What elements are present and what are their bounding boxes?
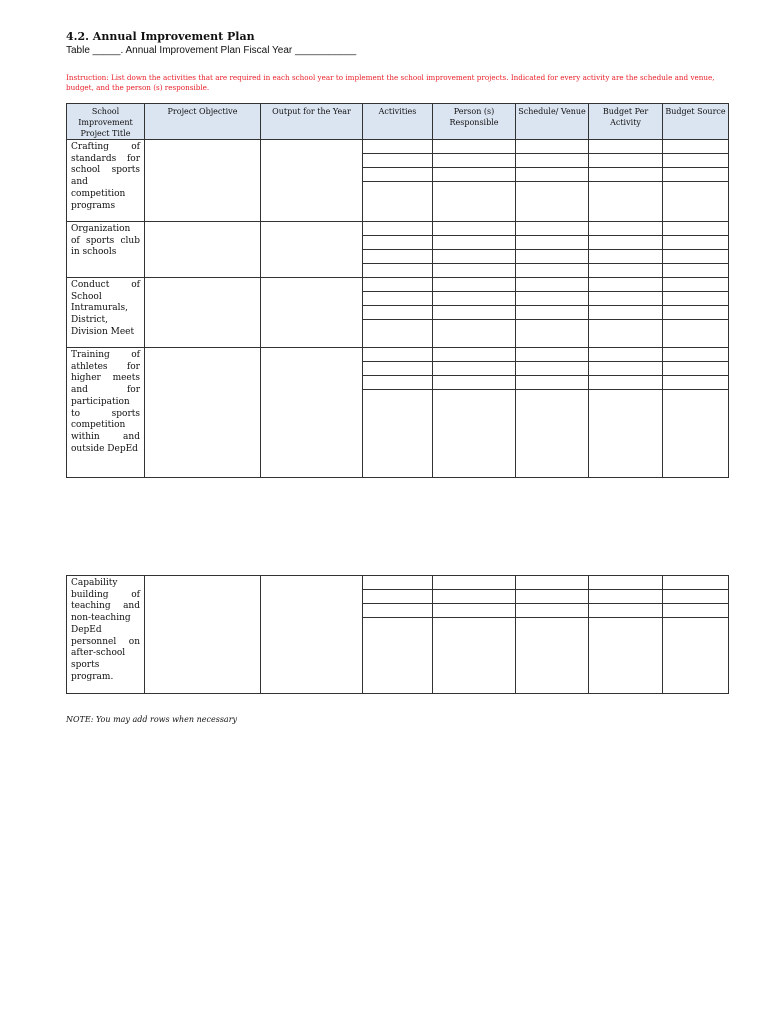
schedule-cell[interactable] — [516, 390, 589, 478]
responsible-cell[interactable] — [433, 236, 516, 250]
source-cell[interactable] — [663, 618, 729, 694]
source-cell[interactable] — [663, 182, 729, 222]
responsible-cell[interactable] — [433, 362, 516, 376]
activity-cell[interactable] — [363, 236, 433, 250]
schedule-cell[interactable] — [516, 320, 589, 348]
source-cell[interactable] — [663, 292, 729, 306]
responsible-cell[interactable] — [433, 618, 516, 694]
header-output: Output for the Year — [261, 104, 363, 140]
budget-cell[interactable] — [589, 376, 663, 390]
responsible-cell[interactable] — [433, 182, 516, 222]
budget-cell[interactable] — [589, 618, 663, 694]
activity-cell[interactable] — [363, 140, 433, 154]
responsible-cell[interactable] — [433, 604, 516, 618]
budget-cell[interactable] — [589, 390, 663, 478]
budget-cell[interactable] — [589, 604, 663, 618]
budget-cell[interactable] — [589, 576, 663, 590]
project-title-cell: Training of athletes for higher meets and for participation to sports competition within and outside DepEd — [67, 348, 145, 478]
output-cell[interactable] — [261, 576, 363, 694]
activity-cell[interactable] — [363, 348, 433, 362]
activity-cell[interactable] — [363, 376, 433, 390]
source-cell[interactable] — [663, 604, 729, 618]
budget-cell[interactable] — [589, 250, 663, 264]
source-cell[interactable] — [663, 362, 729, 376]
source-cell[interactable] — [663, 576, 729, 590]
schedule-cell[interactable] — [516, 576, 589, 590]
header-schedule: Schedule/ Venue — [516, 104, 589, 140]
budget-cell[interactable] — [589, 236, 663, 250]
page-title: 4.2. Annual Improvement Plan — [66, 30, 255, 43]
source-cell[interactable] — [663, 376, 729, 390]
activity-cell[interactable] — [363, 250, 433, 264]
source-cell[interactable] — [663, 168, 729, 182]
output-cell[interactable] — [261, 348, 363, 478]
schedule-cell[interactable] — [516, 292, 589, 306]
table-header-row — [67, 104, 729, 140]
source-cell[interactable] — [663, 140, 729, 154]
improvement-plan-table — [66, 103, 729, 478]
responsible-cell[interactable] — [433, 320, 516, 348]
schedule-cell[interactable] — [516, 236, 589, 250]
activity-cell[interactable] — [363, 222, 433, 236]
schedule-cell[interactable] — [516, 154, 589, 168]
activity-cell[interactable] — [363, 320, 433, 348]
responsible-cell[interactable] — [433, 348, 516, 362]
instruction-text: Instruction: List down the activities that are required in each school year to implement the school improvement projects. Indicated for every activity are the schedule and venue, budget, and the person (s) responsible. — [66, 73, 715, 92]
objective-cell[interactable] — [145, 140, 261, 222]
objective-cell[interactable] — [145, 278, 261, 348]
objective-cell[interactable] — [145, 348, 261, 478]
source-cell[interactable] — [663, 390, 729, 478]
schedule-cell[interactable] — [516, 250, 589, 264]
schedule-cell[interactable] — [516, 376, 589, 390]
schedule-cell[interactable] — [516, 222, 589, 236]
improvement-plan-table-continued — [66, 575, 729, 694]
responsible-cell[interactable] — [433, 576, 516, 590]
schedule-cell[interactable] — [516, 182, 589, 222]
table-caption: Table _____. Annual Improvement Plan Fiscal Year ___________ — [66, 45, 357, 56]
table-row — [67, 348, 729, 362]
table-row — [67, 278, 729, 292]
schedule-cell[interactable] — [516, 362, 589, 376]
source-cell[interactable] — [663, 222, 729, 236]
budget-cell[interactable] — [589, 168, 663, 182]
header-project-title: School Improvement Project Title — [67, 104, 145, 140]
project-title-cell: Organization of sports club in schools — [67, 222, 145, 278]
source-cell[interactable] — [663, 264, 729, 278]
activity-cell[interactable] — [363, 618, 433, 694]
output-cell[interactable] — [261, 222, 363, 278]
responsible-cell[interactable] — [433, 306, 516, 320]
activity-cell[interactable] — [363, 576, 433, 590]
schedule-cell[interactable] — [516, 618, 589, 694]
schedule-cell[interactable] — [516, 168, 589, 182]
source-cell[interactable] — [663, 278, 729, 292]
header-activities: Activities — [363, 104, 433, 140]
budget-cell[interactable] — [589, 292, 663, 306]
budget-cell[interactable] — [589, 182, 663, 222]
budget-cell[interactable] — [589, 348, 663, 362]
table-row — [67, 576, 729, 590]
responsible-cell[interactable] — [433, 590, 516, 604]
source-cell[interactable] — [663, 320, 729, 348]
table-row — [67, 222, 729, 236]
responsible-cell[interactable] — [433, 222, 516, 236]
header-responsible: Person (s) Responsible — [433, 104, 516, 140]
header-project-objective: Project Objective — [145, 104, 261, 140]
source-cell[interactable] — [663, 590, 729, 604]
source-cell[interactable] — [663, 154, 729, 168]
responsible-cell[interactable] — [433, 250, 516, 264]
budget-cell[interactable] — [589, 320, 663, 348]
header-budget: Budget Per Activity — [589, 104, 663, 140]
schedule-cell[interactable] — [516, 264, 589, 278]
activity-cell[interactable] — [363, 362, 433, 376]
responsible-cell[interactable] — [433, 390, 516, 478]
responsible-cell[interactable] — [433, 278, 516, 292]
budget-cell[interactable] — [589, 154, 663, 168]
responsible-cell[interactable] — [433, 264, 516, 278]
schedule-cell[interactable] — [516, 306, 589, 320]
schedule-cell[interactable] — [516, 278, 589, 292]
responsible-cell[interactable] — [433, 376, 516, 390]
activity-cell[interactable] — [363, 590, 433, 604]
budget-cell[interactable] — [589, 590, 663, 604]
project-title-cell: Capability building of teaching and non-teaching DepEd personnel on after-school sports program. — [67, 576, 145, 694]
output-cell[interactable] — [261, 140, 363, 222]
objective-cell[interactable] — [145, 576, 261, 694]
activity-cell[interactable] — [363, 306, 433, 320]
responsible-cell[interactable] — [433, 140, 516, 154]
activity-cell[interactable] — [363, 168, 433, 182]
schedule-cell[interactable] — [516, 590, 589, 604]
source-cell[interactable] — [663, 306, 729, 320]
budget-cell[interactable] — [589, 264, 663, 278]
activity-cell[interactable] — [363, 264, 433, 278]
schedule-cell[interactable] — [516, 348, 589, 362]
source-cell[interactable] — [663, 348, 729, 362]
source-cell[interactable] — [663, 250, 729, 264]
activity-cell[interactable] — [363, 278, 433, 292]
header-budget-source: Budget Source — [663, 104, 729, 140]
responsible-cell[interactable] — [433, 292, 516, 306]
project-title-cell: Crafting of standards for school sports and competition programs — [67, 140, 145, 222]
project-title-cell: Conduct of School Intramurals, District, Division Meet — [67, 278, 145, 348]
activity-cell[interactable] — [363, 390, 433, 478]
budget-cell[interactable] — [589, 306, 663, 320]
source-cell[interactable] — [663, 236, 729, 250]
budget-cell[interactable] — [589, 222, 663, 236]
schedule-cell[interactable] — [516, 140, 589, 154]
schedule-cell[interactable] — [516, 604, 589, 618]
table-row — [67, 140, 729, 154]
activity-cell[interactable] — [363, 604, 433, 618]
activity-cell[interactable] — [363, 182, 433, 222]
output-cell[interactable] — [261, 278, 363, 348]
activity-cell[interactable] — [363, 292, 433, 306]
footnote: NOTE: You may add rows when necessary — [66, 715, 238, 724]
responsible-cell[interactable] — [433, 168, 516, 182]
budget-cell[interactable] — [589, 140, 663, 154]
activity-cell[interactable] — [363, 154, 433, 168]
responsible-cell[interactable] — [433, 154, 516, 168]
budget-cell[interactable] — [589, 362, 663, 376]
objective-cell[interactable] — [145, 222, 261, 278]
budget-cell[interactable] — [589, 278, 663, 292]
